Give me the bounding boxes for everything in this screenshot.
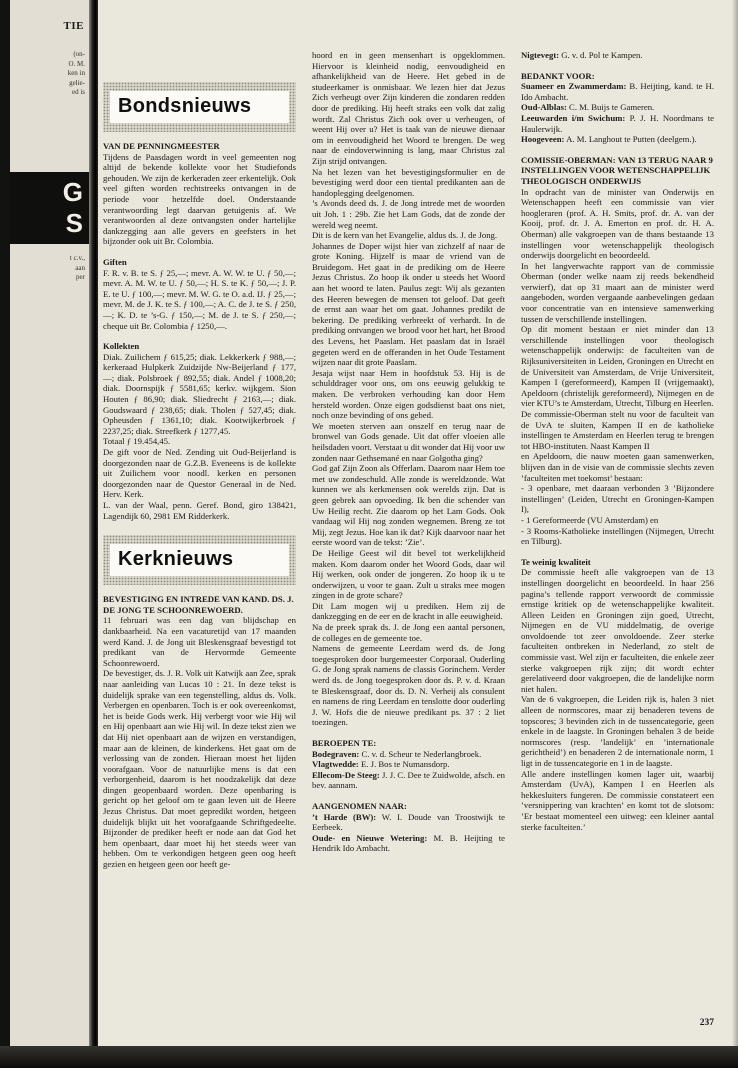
bevestiging-paragraph: De bevestiger, ds. J. R. Volk uit Katwijk aan Zee, sprak naar aanleiding van Lucas 10 : 21. In deze tekst is duidelijk sprake van een tegenstelling, aldus ds. Volk. Verbergen en openbaren. Toch is er ook overeenkomst, het is beide Gods werk. Hij verbergt voor wie Hij wil en Hij openbaart aan wie Hij wil. In deze tekst zien we dat Hij niet openbaart aan de wijzen en verstandigen, maar aan de kleinen, de kinderkens. Het gaat om de verlossing van de zonden. Hieraan moest het lijden voorafgaan. Voor de natuurlijke mens is dat een verborgenheid, daarom is het noodzakelijk dat deze dingen geopenbaard worden. Deze openbaring is gericht op het geloof om te gaan leven uit de Heere Jezus Christus. Dat moet gepredikt worden, hetgeen duidelijk blijkt uit het voorafgaande Schriftgedeelte. Bijzonder de prediker heeft er node aan dat God het hem openbaart, daar moet hij het steeds weer van hebben. Om te verkondigen hetgeen geen oog heeft gezien en hetgeen geen oor heeft ge-: [103, 668, 296, 870]
article-paragraph: Jesaja wijst naar Hem in hoofdstuk 53. Hij is de schulddrager voor ons, om ons eeuwig gelukkig te maken. De verbroken verhouding kan door Hem hersteld worden. Onze eigen godsdienst baat ons niet, noch onze bevinding of ons gebed.: [312, 367, 505, 421]
kollekten-totaal: Totaal ƒ 19.454,45.: [103, 436, 171, 447]
place-name: ’t Harde (BW):: [312, 811, 377, 822]
place-name: Vlagtwedde:: [312, 759, 359, 770]
oberman-list-item: - 3 Rooms-Katholieke instellingen (Nijmegen, Utrecht en Tilburg).: [521, 525, 714, 547]
call-text: J. J. C. Dee te Zuidwolde, afsch. en bev. aannam.: [312, 769, 506, 791]
bedankt-item: [521, 113, 714, 134]
prev-page-headline-letter: S: [65, 208, 83, 238]
aangenomen-item: [312, 833, 505, 854]
bevestiging-heading: BEVESTIGING EN INTREDE VAN KAND. DS. J. DE JONG TE SCHOONREWOERD.: [103, 594, 294, 615]
bedankt-item: [521, 102, 714, 113]
beroepen-item: [312, 770, 505, 791]
call-text: C. M. Buijs te Gameren.: [566, 102, 655, 113]
oberman-paragraph: en Apeldoorn, die nauw moeten gaan samenwerken, blijven dan in de visie van de commissie slechts zeven ’faculteiten met toekomst’ bestaan:: [521, 451, 714, 483]
giften-list: F. R. v. B. te S. ƒ 25,—; mevr. A. W. W. te U. ƒ 50,—; mevr. A. M. W. te U. ƒ 50,—; H. S. te K. ƒ 50,—; J. P. E. te U. ƒ 100,—; mevr. M. W. G. te O. a.d. IJ. ƒ 25,—; mevr. M. de J. K. te S. ƒ 100,—; A. C. de J. te S. ƒ 250,—; K. D. te ’s-G. ƒ 150,—; M. de J. te S. ƒ 250,—; cheque uit Br. Colombia ƒ 1250,—.: [103, 267, 296, 331]
page: [98, 0, 738, 1046]
kollekten-list: Diak. Zuilichem ƒ 615,25; diak. Lekkerkerk ƒ 988,—; kerkeraad Hulpkerk Zuidzijde Nw-Beijerland ƒ 177,—; diak. Polsbroek ƒ 892,55; diak. Andel ƒ 1008,20; diak. Doornspijk ƒ 5581,65; kerkv. wijkgem. Sion Houten ƒ 86,90; diak. Sliedrecht ƒ 2163,—; diak. Goudswaard ƒ 238,65; diak. Tholen ƒ 527,45; diak. Opheusden ƒ 1361,10; diak. Kootwijkerbroek ƒ 2237,25; diak. Streefkerk ƒ 1277,45.: [103, 351, 296, 436]
article-paragraph: Na de preek sprak ds. J. de Jong een aantal personen, de colleges en de gemeente toe.: [312, 622, 505, 643]
aangenomen-heading: AANGENOMEN NAAR:: [312, 800, 407, 811]
beroepen-item: [312, 749, 505, 760]
article-paragraph: Na het lezen van het bevestigingsformulier en de bevestiging werd door een tiental predikanten aan de handoplegging deelgenomen.: [312, 166, 505, 198]
place-name: Suameer en Zwammerdam:: [521, 81, 627, 92]
prev-page-line: ed is: [71, 88, 85, 96]
bevestiging-paragraph: 11 februari was een dag van blijdschap en dankbaarheid. Na een vacaturetijd van 17 maanden werd Kand. J. de Jong uit Bleskensgraaf bevestigd tot predikant van de Hervormde Gemeente Schoonrewoerd.: [103, 615, 296, 668]
article-paragraph: Dit Lam mogen wij u prediken. Hem zij de dankzegging en de eer en de kracht in alle eeuwigheid.: [312, 600, 505, 622]
kerknieuws-title: Kerknieuws: [110, 544, 289, 576]
call-text: E. J. Bos te Numansdorp.: [358, 759, 450, 770]
penningmeester-heading: VAN DE PENNINGMEESTER: [103, 141, 220, 151]
article-paragraph: ’s Avonds deed ds. J. de Jong intrede met de woorden uit Joh. 1 : 29b. Zie het Lam Gods, dat de zonde der wereld weg neemt.: [312, 198, 505, 230]
prev-page-line: aan: [75, 263, 85, 272]
place-name: Ellecom-De Steeg:: [312, 769, 380, 780]
page-gutter-shadow: [89, 0, 98, 1046]
oberman-list-item: - 3 openbare, met daaraan verbonden 3 ’Bijzondere instellingen’ (Leiden, Utrecht en Groningen-Kampen I),: [521, 483, 714, 515]
nigtevegt-item: [521, 50, 714, 61]
prev-page-line: (on-: [73, 50, 85, 58]
call-text: G. v. d. Pol te Kampen.: [559, 50, 643, 60]
page-number: 237: [699, 1018, 714, 1028]
penningmeester-signature: L. van der Waal, penn. Geref. Bond, giro 138421, Lagendijk 60, 2981 EM Ridderkerk.: [103, 500, 296, 521]
article-paragraph: hoord en in geen mensenhart is opgeklommen. Hiervoor is kleinheid nodig, eenvoudigheid en afhankelijkheid van de Heere. Het gebed in de studeerkamer is onmisbaar. We lezen hier dat Jezus Zich verheugt over Zijn kinderen die zondaren redden door de prediking. Hij heeft straks een volk dat zalig wordt. Zal Christus Zich ook over u verheugen, of weent Hij over u? Het is taak van de nieuwe dienaar om in eenvoudigheid het Woord te brengen. De weg naar de eindoverwinning is lang, maar Christus zal Zijn strijd ontvangen.: [312, 50, 505, 166]
place-name: Leeuwarden i/m Swichum:: [521, 112, 626, 123]
oberman-paragraph: In opdracht van de minister van Onderwijs en Wetenschappen heeft een commissie van vier hoogleraren (prof. A. H. Smits, prof. dr. A. van der Kooij, prof. dr. J. A. Emerton en prof. dr. H. A. Oberman) alle vakgroepen van de thans bestaande 13 instellingen voor wetenschappelijk theologisch onderwijs doorgelicht en beoordeeld.: [521, 186, 714, 261]
kwaliteit-heading: Te weinig kwaliteit: [521, 556, 591, 567]
column-middle: [312, 50, 505, 854]
aangenomen-item: [312, 812, 505, 833]
penningmeester-body: Tijdens de Paasdagen wordt in veel gemeenten nog altijd de bekende kollekte voor het Studiefonds gehouden. We zijn de kerkeraden zeer erkentelijk. Ook veel giften worden rechtstreeks ontvangen in de periode voor hetzelfde doel. Onderstaande verantwoording legt daarvan getuigenis af. We verantwoorden al deze ontvangsten onder hartelijke dankzegging aan alle gevers en geefsters in het bijzonder ook uit Br. Colombia.: [103, 151, 296, 247]
call-text: C. v. d. Scheur te Nederlangbroek.: [359, 748, 482, 759]
oberman-list-item: - 1 Gereformeerde (VU Amsterdam) en: [521, 514, 659, 525]
oberman-paragraph: In het langverwachte rapport van de commissie Oberman (onder welke naam zij reeds bekendheid verwierf), dat op 31 maart aan de minister werd aangeboden, worden vergaande aanbevelingen gedaan voor concentratie van en intensieve samenwerking tussen de verschillende instellingen.: [521, 260, 714, 324]
article-paragraph: We moeten sterven aan onszelf en terug naar de bronwel van Gods genade. Uit dat offer vloeien alle heilsdaden voort. Verstaat u dit wonder dat Hij voor uw zonden naar Gethsemané en naar Golgotha ging?: [312, 420, 505, 463]
call-text: W. I. Doude van Troostwijk te Eerbeek.: [312, 811, 506, 833]
kollekten-note: De gift voor de Ned. Zending uit Oud-Beijerland is doorgezonden naar de G.Z.B. Eveneens is de kollekte uit Zuilichem voor noodl. kerken en personen doorgezonden naar de Questor Generaal in de Ned. Herv. Kerk.: [103, 447, 296, 500]
previous-page-sliver: [10, 0, 89, 1046]
oberman-paragraph: Op dit moment bestaan er niet minder dan 13 verschillende instellingen voor theologisch wetenschappelijk onderwijs: de faculteiten van de Rijksuniversiteiten in Leiden, Groningen en Utrecht en de Universiteit van Amsterdam, de Vrije Universiteit, Kampen I (gereformeerd), Kampen II (vrijgemaakt), Apeldoorn (christelijk gereformeerd), Nijmegen en de vier KTU’s te Amsterdam, Utrecht, Tilburg en Heerlen.: [521, 324, 714, 409]
article-paragraph: God gaf Zijn Zoon als Offerlam. Daarom naar Hem toe met uw zondeschuld. Alle zonde is wereldzonde. Wat kunnen we als kerkmensen ook werelds zijn. Dat is geen gebrek aan opvoeding. Ik ben die schender van Uw Heilig recht. Zie daarom op het Lam Gods. Ook vandaag wil Hij nog zonden wegnemen. Breng ze tot Mij, zegt Jezus. Hoe kan ik dat? Kijk daarvoor naar het eerste woord van de tekst: ’Zie’.: [312, 463, 505, 548]
column-left: [103, 82, 296, 870]
scan-left-edge: [0, 0, 10, 1068]
kwaliteit-paragraph: De commissie heeft alle vakgroepen van de 13 instellingen doorgelicht en beoordeeld. In haar 256 pagina’s tellende rapport verwoordt de commissie ernstige kritiek op de wetenschappelijke kwaliteit. Alleen Leiden en Groningen zijn goed, Utrecht, Nijmegen en de VU middelmatig, de overige onvoldoende tot zeer onvoldoende. Zeer sterke faculteiten ontbreken in Nederland, zo stelt de commissie vast. Wel zijn er faculteiten, die enkele zeer sterke vakgroepen rijk zijn; dit wordt echter gerelativeerd door vakgroepen, die de landelijke norm niet halen.: [521, 567, 714, 694]
beroepen-item: [312, 759, 505, 770]
bedankt-item: [521, 134, 714, 145]
oberman-paragraph: De commissie-Oberman stelt nu voor de faculteit van de UvA te sluiten, Kampen II en de katholieke instellingen te Amsterdam en Heerlen terug te brengen tot HBO-instituten. Naast Kampen II: [521, 409, 714, 451]
page-right-shadow: [732, 0, 738, 1046]
beroepen-heading: BEROEPEN TE:: [312, 738, 377, 748]
article-paragraph: Johannes de Doper wijst hier van zichzelf af naar de grote Koning. Hijzelf is maar de vriend van de Bruidegom. Het gaat in de prediking om de Heere Jezus Christus. Zo hoop ik onder u steeds het Woord aan het woord te laten. Paulus zegt: Wij als gezanten des Heeren bewegen de mensen tot geloof. Dat geeft de ernst aan waar het om gaat. Johannes predikt de bekering. De prediking verbreekt of verhardt. In de prediking ontvangen we brood voor het hart, het Brood des Levens, het Paaslam. Het paaslam dat in Israël gegeten werd en de offeranden in het Oude Testament wijzen naar dit grote Paaslam.: [312, 240, 505, 368]
kwaliteit-paragraph: Alle andere instellingen komen lager uit, waarbij Amsterdam (UvA), Kampen I en Heerlen als hekkesluiters fungeren. De commissie constateert een ’versnippering van krachten’ en komt tot de slotsom: ’Er bestaat momenteel een uitweg: een kleiner aantal sterke faculteiten.’: [521, 768, 714, 832]
place-name: Hoogeveen:: [521, 134, 565, 145]
bedankt-item: [521, 81, 714, 102]
prev-page-line: O. M.: [68, 59, 85, 68]
prev-page-line: ken in: [67, 69, 85, 77]
bondsnieuws-title: Bondsnieuws: [110, 91, 289, 123]
place-name: Oude- en Nieuwe Wetering:: [312, 832, 428, 843]
bedankt-heading: BEDANKT VOOR:: [521, 70, 595, 81]
call-text: B. Heijting, kand. te H. Ido Ambacht.: [521, 81, 715, 102]
oberman-heading: COMISSIE-OBERMAN: VAN 13 TERUG NAAR 9 INSTELLINGEN VOOR WETENSCHAPPELIJK THEOLOGISCH ONDERWIJS: [521, 154, 713, 186]
place-name: Oud-Alblas:: [521, 102, 567, 113]
place-name: Nigtevegt:: [521, 50, 560, 60]
article-paragraph: Dit is de kern van het Evangelie, aldus ds. J. de Jong.: [312, 230, 498, 241]
prev-page-text-fragments: [68, 50, 85, 98]
call-text: A. M. Langhout te Putten (deelgem.).: [564, 134, 697, 145]
column-right: [521, 50, 714, 832]
article-paragraph: Namens de gemeente Leerdam werd ds. de Jong toegesproken door burgemeester Corporaal. Ouderling G. de Jong sprak namens de classis Gorinchem. Verder werd ds. de Jong toegesproken door ds. P. v. d. Kraan te Bleskensgraaf, door ds. D. N. Verheij als consulent en namens de ring Leerdam en tenslotte door ouderling J. W. Hofs die de nieuwe predikant ps. 37 : 2 liet toezingen.: [312, 643, 505, 728]
prev-page-line: gelie-: [69, 78, 85, 87]
article-paragraph: De Heilige Geest wil dit bevel tot werkelijkheid maken. Kom daarom onder het Woord Gods, daar wil Hij werken, ook onder de jongeren. Zo hoop ik u te onderwijzen, u voor te gaan. Zult u straks mee mogen zingen in de grote schare?: [312, 547, 505, 601]
kollekten-heading: Kollekten: [103, 341, 140, 352]
kerknieuws-section-box: [103, 535, 296, 585]
prev-page-headline-letter: G: [62, 177, 83, 207]
call-text: P. J. H. Noordmans te Haulerwijk.: [521, 112, 715, 134]
place-name: Bodegraven:: [312, 748, 360, 759]
prev-page-fragment: TIE: [63, 20, 84, 32]
scan-bottom-edge: [0, 1046, 738, 1068]
prev-page-text-fragments: [70, 254, 85, 283]
call-text: M. B. Heijting te Hendrik Ido Ambacht.: [312, 832, 505, 854]
bondsnieuws-section-box: [103, 82, 296, 132]
prev-page-line: t c.v.,: [69, 254, 85, 262]
giften-heading: Giften: [103, 256, 127, 267]
prev-page-line: per: [76, 273, 85, 281]
prev-page-headline-box: [10, 172, 89, 244]
kwaliteit-paragraph: Van de 6 vakgroepen, die Leiden rijk is, halen 3 niet alleen de normscores, maar zij benaderen tevens de topscores; 3 bevinden zich in de tussencategorie, geen enkele in de laagste. In Groningen behalen 3 de beide normscores (resp. ’landelijk’ en ’internationale gerichtheid’) en benaderen 2 de internationale norm, 1 ligt in de tussencategorie en 1 in de laagste.: [521, 694, 714, 768]
